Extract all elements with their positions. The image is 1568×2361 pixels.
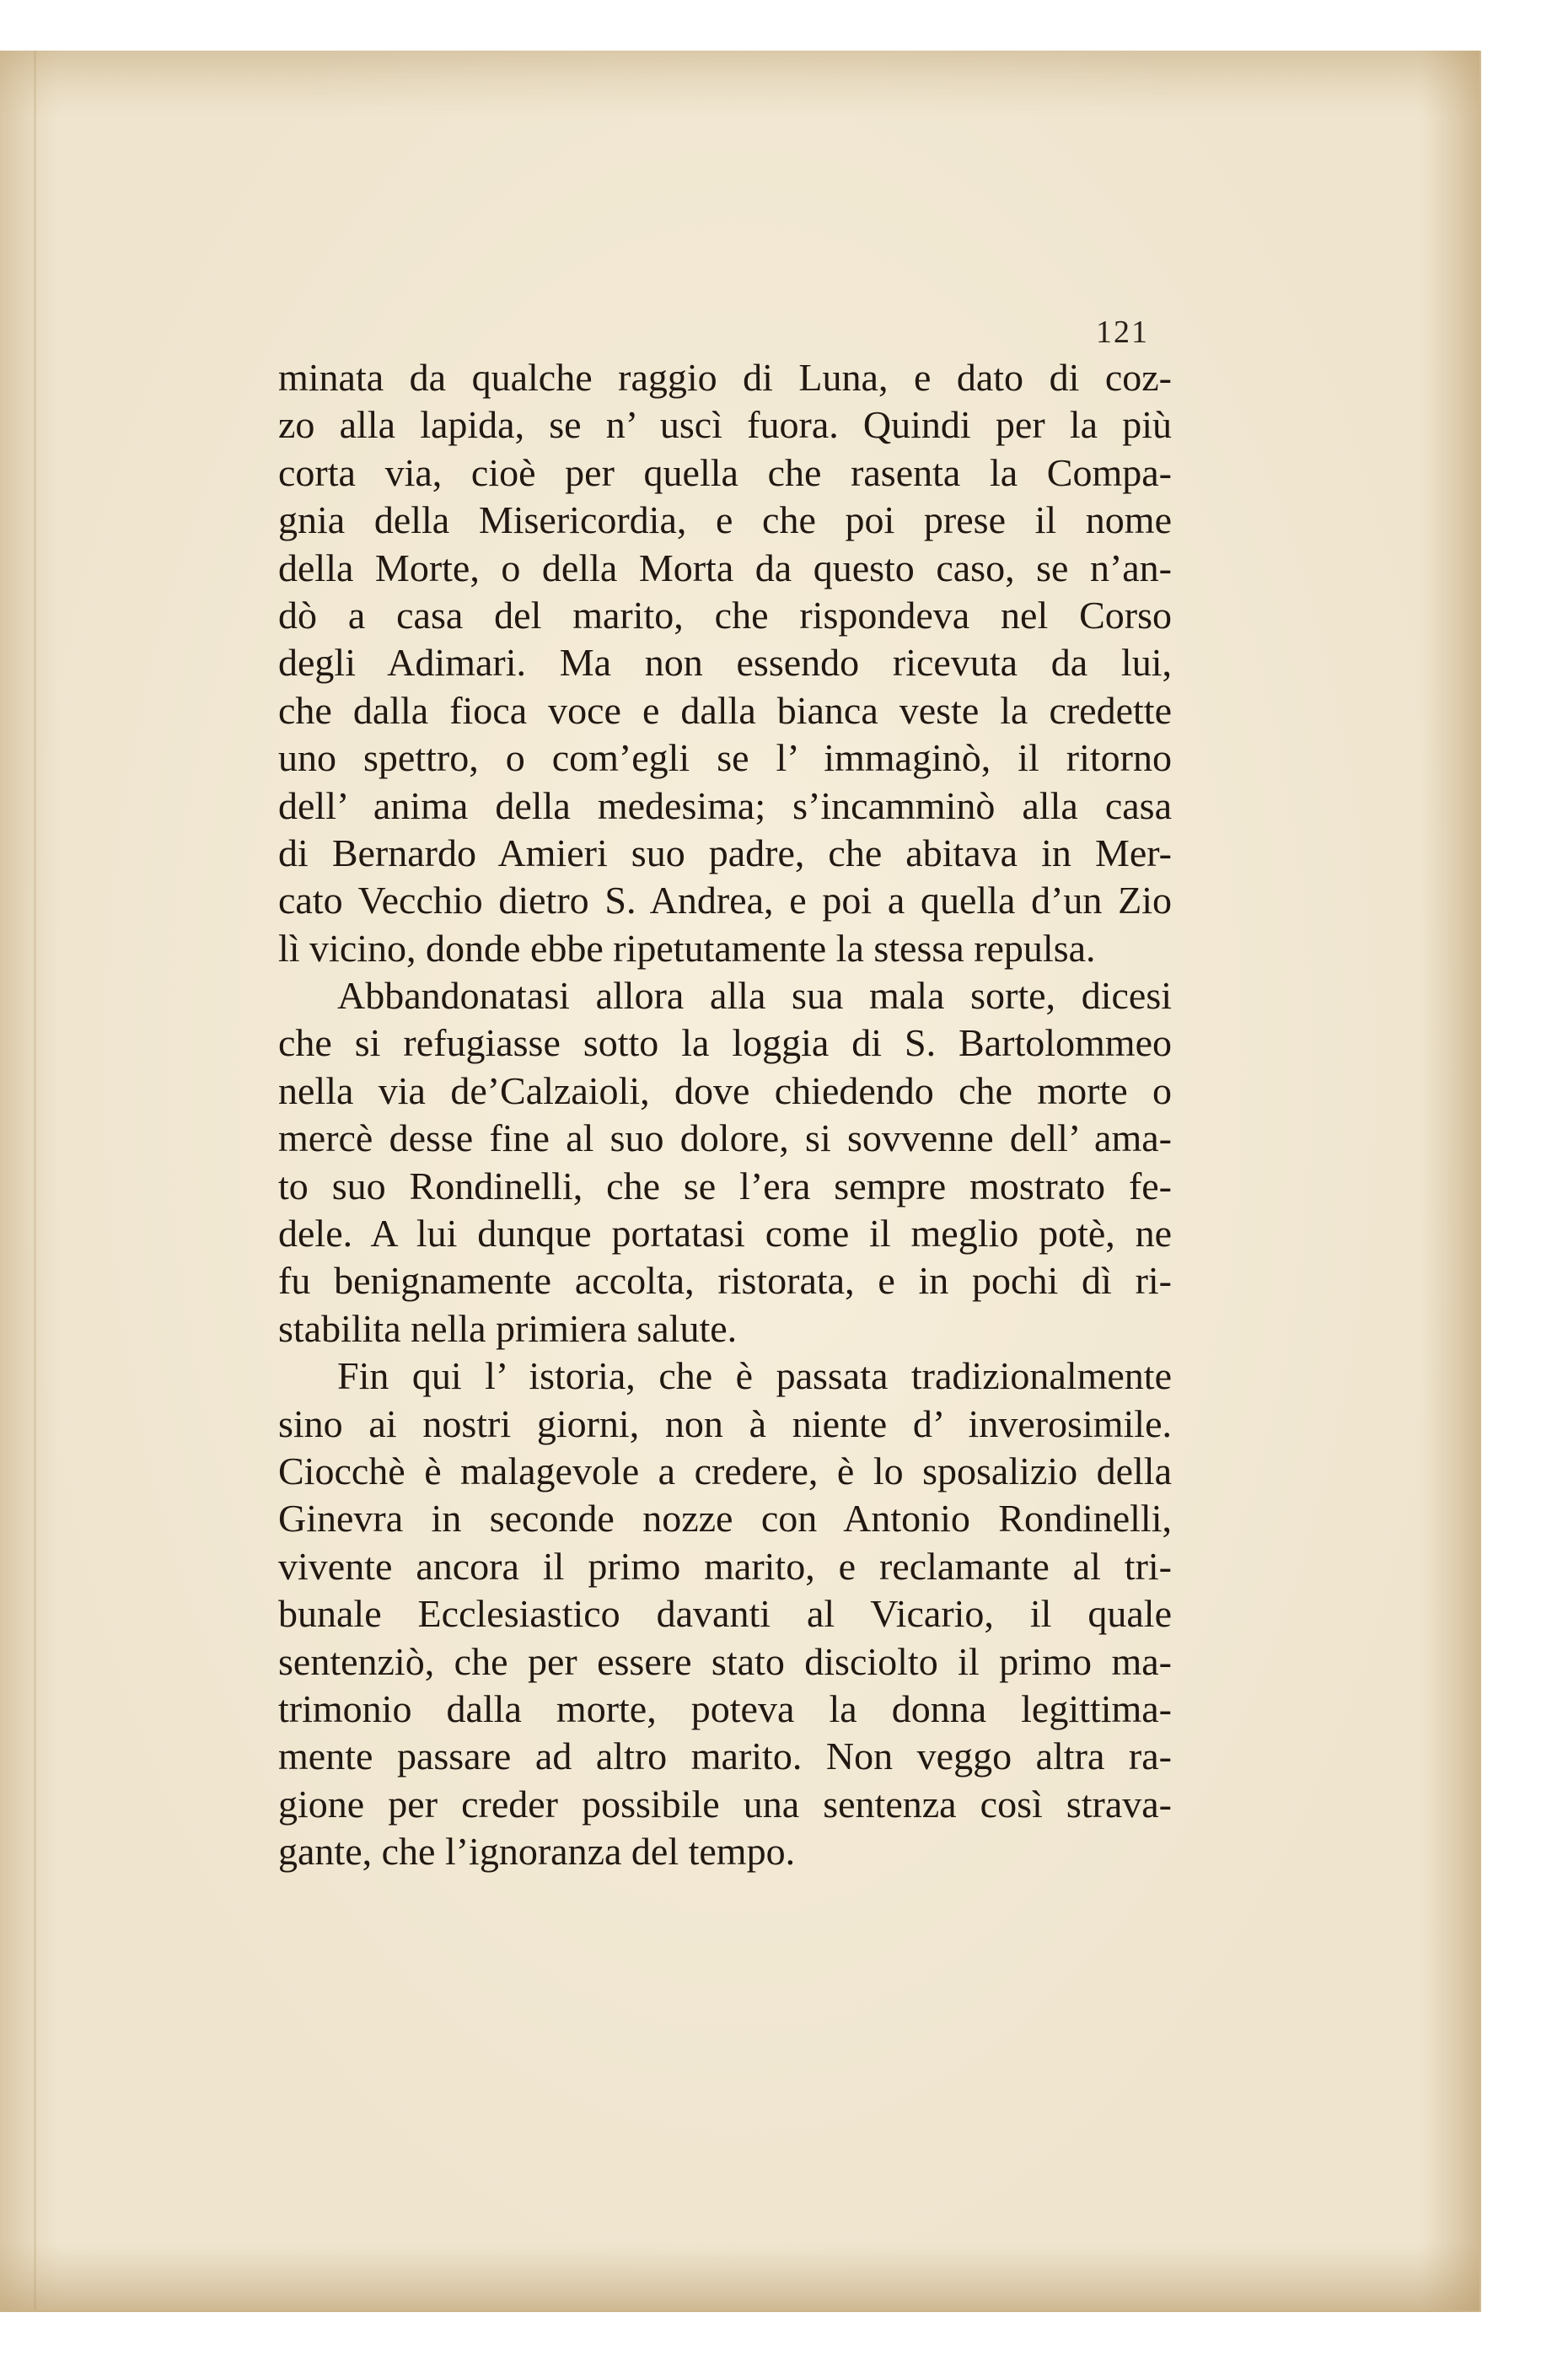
text-line: che si refugiasse sotto la loggia di S. Bartolommeo <box>278 1021 1172 1065</box>
text-line: lì vicino, donde ebbe ripetutamente la stessa repulsa. <box>278 926 1096 970</box>
text-line: dele. A lui dunque portatasi come il meglio potè, ne <box>278 1212 1172 1256</box>
text-line: Ginevra in seconde nozze con Antonio Rondinelli, <box>278 1497 1172 1541</box>
text-line: dell’ anima della medesima; s’incamminò alla casa <box>278 783 1172 827</box>
text-line: sentenziò, che per essere stato disciolto il primo ma- <box>278 1639 1172 1683</box>
text-line: gante, che l’ignoranza del tempo. <box>278 1830 796 1874</box>
text-line: trimonio dalla morte, poteva la donna legittima- <box>278 1686 1172 1730</box>
text-line: degli Adimari. Ma non essendo ricevuta da lui, <box>278 641 1172 685</box>
page-edge-shadow <box>34 51 36 2310</box>
text-line: to suo Rondinelli, che se l’era sempre mostrato fe- <box>278 1164 1172 1207</box>
text-line: nella via de’Calzaioli, dove chiedendo che morte o <box>278 1068 1172 1112</box>
text-line: uno spettro, o com’egli se l’ immaginò, il ritorno <box>278 736 1172 780</box>
text-line: Ciocchè è malagevole a credere, è lo sposalizio della <box>278 1449 1172 1492</box>
text-line: mente passare ad altro marito. Non veggo altra ra- <box>278 1734 1172 1778</box>
text-line: bunale Ecclesiastico davanti al Vicario, il quale <box>278 1592 1172 1636</box>
text-line: vivente ancora il primo marito, e reclamante al tri- <box>278 1544 1172 1588</box>
text-line: zo alla lapida, se n’ uscì fuora. Quindi per la più <box>278 403 1172 447</box>
text-line: minata da qualche raggio di Luna, e dato di coz- <box>278 356 1172 399</box>
text-line: Fin qui l’ istoria, che è passata tradizionalmente <box>337 1354 1172 1398</box>
text-line: dò a casa del marito, che rispondeva nel Corso <box>278 593 1172 637</box>
text-line: stabilita nella primiera salute. <box>278 1306 738 1350</box>
body-text <box>278 354 1172 1876</box>
text-line: di Bernardo Amieri suo padre, che abitava in Mer- <box>278 831 1172 874</box>
text-line: sino ai nostri giorni, non à niente d’ inverosimile. <box>278 1401 1172 1445</box>
text-line: cato Vecchio dietro S. Andrea, e poi a quella d’un Zio <box>278 879 1172 922</box>
text-line: gnia della Misericordia, e che poi prese il nome <box>278 498 1172 542</box>
text-line: che dalla fioca voce e dalla bianca veste la credette <box>278 688 1172 732</box>
text-line: gione per creder possibile una sentenza così strava- <box>278 1782 1172 1826</box>
text-line: corta via, cioè per quella che rasenta la Compa- <box>278 450 1172 494</box>
text-line: Abbandonatasi allora alla sua mala sorte, dicesi <box>337 974 1172 1018</box>
text-line: mercè desse fine al suo dolore, si sovvenne dell’ ama- <box>278 1116 1172 1160</box>
text-line: fu benignamente accolta, ristorata, e in pochi dì ri- <box>278 1259 1172 1303</box>
text-line: della Morte, o della Morta da questo caso, se n’an- <box>278 546 1172 589</box>
page-number: 121 <box>1096 315 1149 350</box>
